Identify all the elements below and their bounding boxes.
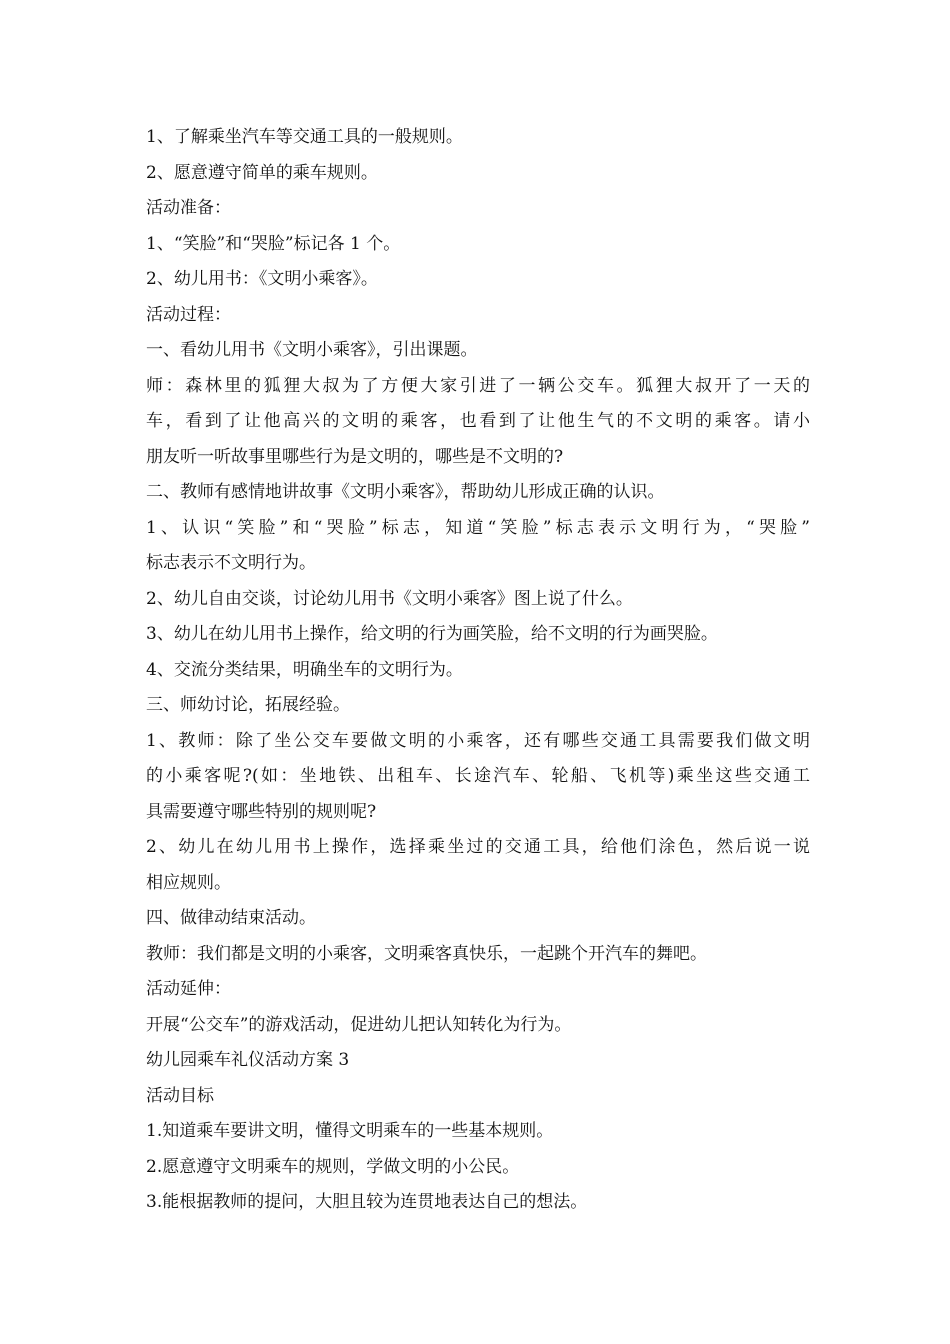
text-line: 一、看幼儿用书《文明小乘客》，引出课题。	[146, 340, 478, 360]
document-page	[146, 120, 810, 1221]
text-line: 的小乘客呢?(如：坐地铁、出租车、长途汽车、轮船、飞机等)乘坐这些交通工	[146, 766, 810, 786]
text-line: 活动准备：	[146, 198, 231, 218]
text-line: 2、愿意遵守简单的乘车规则。	[146, 162, 378, 183]
text-line: 相应规则。	[146, 872, 231, 893]
text-line: 2、幼儿在幼儿用书上操作，选择乘坐过的交通工具，给他们涂色，然后说一说	[146, 837, 810, 857]
text-line: 活动过程：	[146, 304, 231, 325]
text-line: 2.愿意遵守文明乘车的规则，学做文明的小公民。	[146, 1156, 520, 1177]
text-line: 开展“公交车”的游戏活动，促进幼儿把认知转化为行为。	[146, 1014, 572, 1035]
text-line: 具需要遵守哪些特别的规则呢?	[146, 801, 377, 822]
text-line: 幼儿园乘车礼仪活动方案 3	[146, 1050, 350, 1070]
text-line: 2、幼儿自由交谈，讨论幼儿用书《文明小乘客》图上说了什么。	[146, 588, 633, 609]
text-line: 四、做律动结束活动。	[146, 908, 316, 928]
text-line: 1、了解乘坐汽车等交通工具的一般规则。	[146, 127, 463, 147]
text-line: 3、幼儿在幼儿用书上操作，给文明的行为画笑脸，给不文明的行为画哭脸。	[146, 624, 718, 644]
text-line: 1、教师：除了坐公交车要做文明的小乘客，还有哪些交通工具需要我们做文明	[146, 730, 810, 751]
text-line: 标志表示不文明行为。	[146, 553, 316, 573]
text-line: 活动延伸：	[146, 979, 231, 999]
text-line: 教师：我们都是文明的小乘客，文明乘客真快乐，一起跳个开汽车的舞吧。	[146, 943, 707, 964]
text-line: 1、认识“笑脸”和“哭脸”标志，知道“笑脸”标志表示文明行为，“哭脸”	[146, 517, 810, 538]
text-line: 师：森林里的狐狸大叔为了方便大家引进了一辆公交车。狐狸大叔开了一天的	[146, 375, 810, 396]
text-line: 二、教师有感情地讲故事《文明小乘客》，帮助幼儿形成正确的认识。	[146, 482, 665, 502]
text-line: 活动目标	[146, 1085, 214, 1106]
text-line: 三、师幼讨论，拓展经验。	[146, 695, 350, 715]
text-line: 1.知道乘车要讲文明，懂得文明乘车的一些基本规则。	[146, 1121, 554, 1141]
text-line: 4、交流分类结果，明确坐车的文明行为。	[146, 659, 463, 680]
text-line: 2、幼儿用书：《文明小乘客》。	[146, 269, 378, 289]
text-line: 3.能根据教师的提问，大胆且较为连贯地表达自己的想法。	[146, 1192, 588, 1212]
text-line: 朋友听一听故事里哪些行为是文明的，哪些是不文明的?	[146, 446, 564, 467]
text-line: 车，看到了让他高兴的文明的乘客，也看到了让他生气的不文明的乘客。请小	[146, 411, 810, 431]
text-line: 1、“笑脸”和“哭脸”标记各 1 个。	[146, 233, 401, 254]
